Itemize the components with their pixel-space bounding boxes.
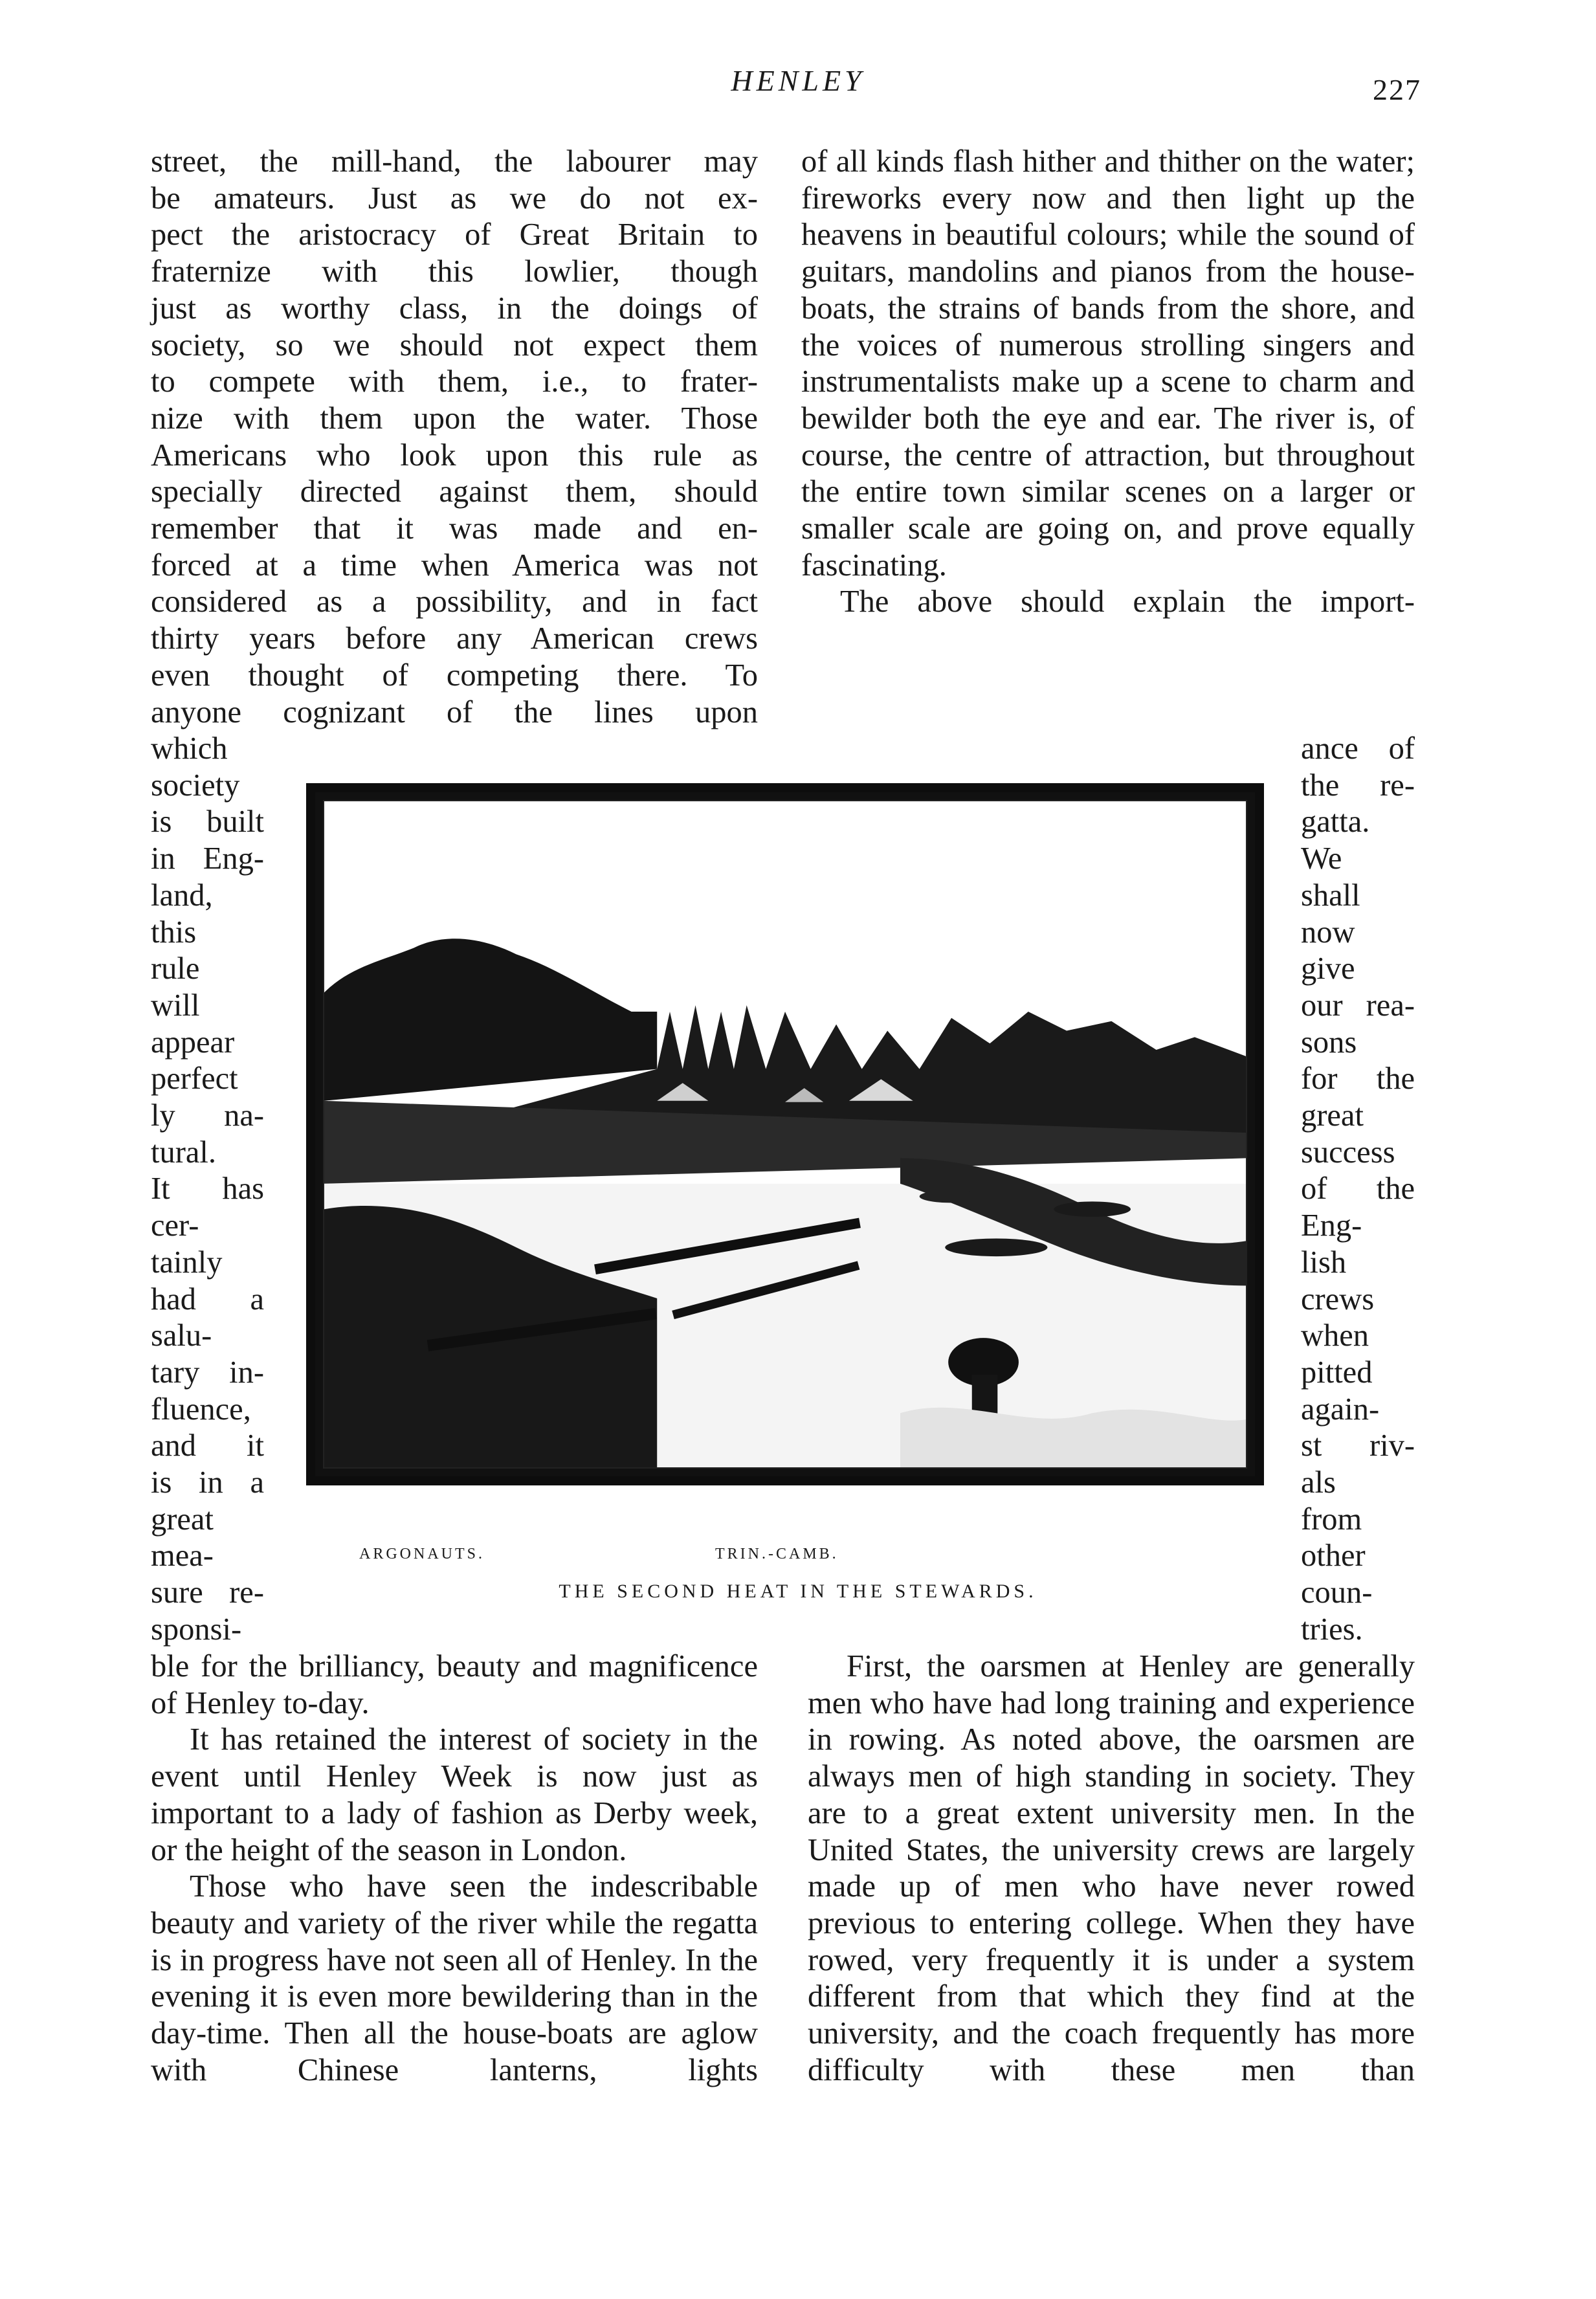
running-title: HENLEY: [731, 64, 865, 97]
text-line: to compete with them, i.e., to frater-: [151, 364, 758, 399]
right-column-bottom: [808, 1649, 1415, 2089]
text-line: fluence,: [151, 1392, 251, 1427]
text-line: anyone cognizant of the lines upon: [151, 694, 758, 729]
text-line: society: [151, 768, 240, 803]
text-line: even thought of competing there. To: [151, 658, 758, 693]
text-line: which: [151, 731, 228, 766]
text-line: the re-: [1301, 768, 1415, 803]
text-line: sure re-: [151, 1575, 264, 1610]
text-line: great: [151, 1502, 214, 1537]
text-line: pitted: [1301, 1355, 1373, 1390]
page-number: 227: [1373, 73, 1421, 106]
text-line: this: [151, 915, 197, 950]
text-line: specially directed against them, should: [151, 474, 758, 509]
text-line: just as worthy class, in the doings of: [151, 291, 758, 326]
text-line: is built: [151, 805, 264, 839]
text-line: land,: [151, 878, 213, 913]
paragraph: ble for the brilliancy, beauty and magnificence of Henley to-day.: [151, 1649, 758, 1720]
text-line: street, the mill-hand, the labourer may: [151, 144, 758, 179]
text-line: now: [1301, 915, 1355, 950]
figure-caption: THE SECOND HEAT IN THE STEWARDS.: [559, 1581, 1037, 1602]
text-line: rule: [151, 951, 200, 986]
text-line: Eng-: [1301, 1208, 1362, 1243]
text-line: lish: [1301, 1245, 1347, 1280]
text-line: tural.: [151, 1135, 217, 1170]
text-line: sons: [1301, 1025, 1357, 1060]
text-line: had a: [151, 1282, 264, 1316]
text-line: We: [1301, 841, 1342, 876]
text-line: cer-: [151, 1208, 199, 1243]
text-line: ly na-: [151, 1098, 264, 1133]
text-line: thirty years before any American crews: [151, 621, 758, 656]
text-line: tries.: [1301, 1612, 1363, 1647]
text-line: The above should explain the import-: [840, 584, 1415, 619]
paragraph: First, the oarsmen at Henley are generally men who have had long training and experience in rowing. As noted above, the oarsmen are always men of high standing in society. They are to a great extent university men. In the United States, the university crews are largely made up of men who have never rowed previous to entering college. When they have rowed, very frequently it is under a system different from that which they find at the university, and the coach frequently has more difficulty with these men than: [808, 1649, 1415, 2087]
right-column-top: [801, 144, 1415, 621]
text-line: ance of: [1301, 731, 1415, 766]
text-line: als: [1301, 1465, 1336, 1500]
text-line: for the: [1301, 1061, 1415, 1096]
text-line: sponsi-: [151, 1612, 242, 1647]
text-line: crews: [1301, 1282, 1375, 1316]
text-line: be amateurs. Just as we do not ex-: [151, 181, 758, 216]
text-line: give: [1301, 951, 1355, 986]
text-line: mea-: [151, 1538, 214, 1573]
text-line: forced at a time when America was not: [151, 548, 758, 583]
text-line: tary in-: [151, 1355, 264, 1390]
text-line: society, so we should not expect them: [151, 328, 758, 362]
text-line: nize with them upon the water. Those: [151, 401, 758, 436]
photograph-image: [323, 800, 1247, 1469]
text-line: appear: [151, 1025, 235, 1060]
right-narrow-column: [1301, 731, 1415, 1649]
text-line: other: [1301, 1538, 1366, 1573]
text-line: of the: [1301, 1172, 1415, 1206]
regatta-photograph: [306, 783, 1264, 1485]
paragraph: of all kinds flash hither and thither on the water; fireworks every now and then light up the heavens in beautiful colours; while the sound of guitars, mandolins and pianos from the house-boats, the strains of bands from the shore, and the voices of numerous strolling singers and instrumentalists make up a scene to charm and bewilder both the eye and ear. The river is, of course, the centre of attraction, but throughout the entire town similar scenes on a larger or smaller scale are going on, and prove equally fascinating.: [801, 144, 1415, 583]
text-line: when: [1301, 1318, 1369, 1353]
text-line: coun-: [1301, 1575, 1373, 1610]
text-line: our rea-: [1301, 988, 1415, 1023]
text-line: fraternize with this lowlier, though: [151, 254, 758, 289]
text-line: It has: [151, 1172, 264, 1206]
text-line: gatta.: [1301, 805, 1370, 839]
text-line: will: [151, 988, 200, 1023]
text-line: is in a: [151, 1465, 264, 1500]
text-line: tainly: [151, 1245, 223, 1280]
text-line: from: [1301, 1502, 1362, 1537]
left-column-top: [151, 144, 758, 731]
text-line: and it: [151, 1428, 264, 1463]
text-line: again-: [1301, 1392, 1380, 1427]
text-line: pect the aristocracy of Great Britain to: [151, 217, 758, 252]
text-line: shall: [1301, 878, 1360, 913]
text-line: in Eng-: [151, 841, 264, 876]
text-line: Americans who look upon this rule as: [151, 438, 758, 472]
text-line: great: [1301, 1098, 1364, 1133]
text-line: success: [1301, 1135, 1395, 1170]
left-column-bottom: [151, 1649, 758, 2089]
text-line: salu-: [151, 1318, 212, 1353]
left-narrow-column: [151, 731, 264, 1649]
caption-label-right: TRIN.-CAMB.: [715, 1546, 839, 1562]
text-line: st riv-: [1301, 1428, 1415, 1463]
text-line: perfect: [151, 1061, 238, 1096]
regatta-scene-image: [324, 801, 1246, 1467]
text-line: remember that it was made and en-: [151, 511, 758, 546]
paragraph: It has retained the interest of society in the event until Henley Week is now just as important to a lady of fashion as Derby week, or the height of the season in London.: [151, 1722, 758, 1867]
text-line: considered as a possibility, and in fact: [151, 584, 758, 619]
caption-label-left: ARGONAUTS.: [359, 1546, 485, 1562]
paragraph: Those who have seen the indescribable beauty and variety of the river while the regatta is in progress have not seen all of Henley. In the evening it is even more bewildering than in the day-time. Then all the house-boats are aglow with Chinese lanterns, lights: [151, 1869, 758, 2087]
